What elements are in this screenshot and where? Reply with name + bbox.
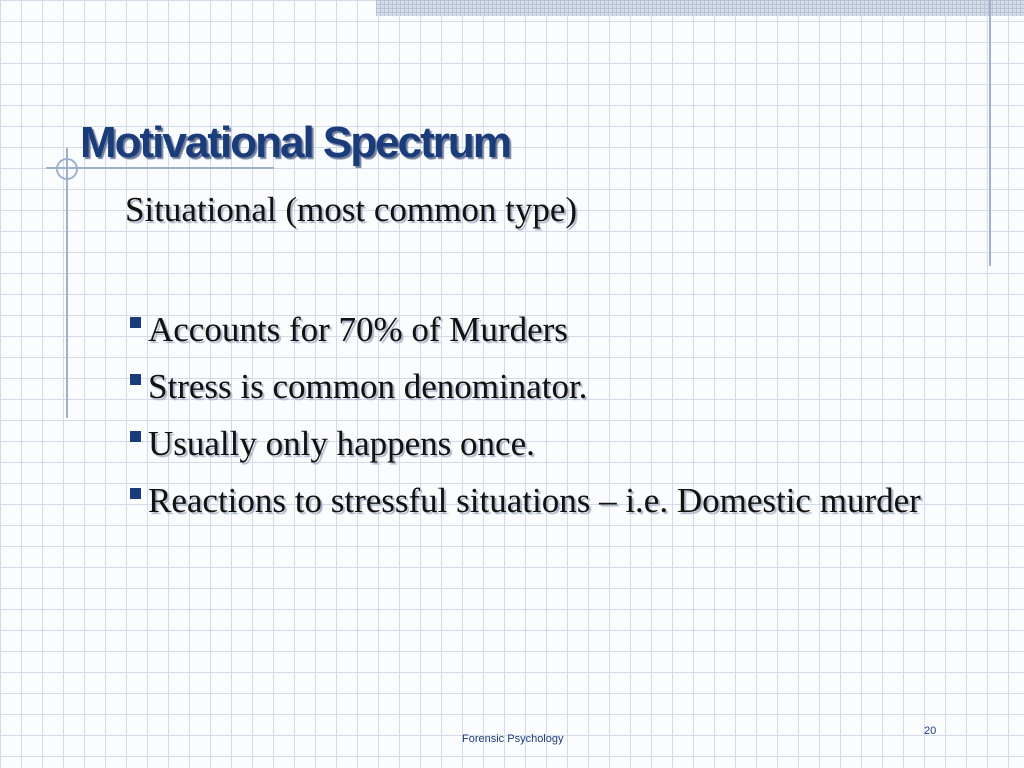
left-decorative-line	[66, 148, 68, 418]
bullet-list	[130, 306, 955, 534]
bullet-item	[130, 420, 955, 468]
slide-title: Motivational Spectrum	[80, 118, 510, 167]
bullet-text: Accounts for 70% of Murders	[148, 310, 568, 349]
square-bullet-icon	[130, 317, 141, 328]
slide-footer: Forensic Psychology	[462, 733, 564, 745]
bullet-item	[130, 363, 955, 411]
slide-page-number: 20	[924, 725, 937, 737]
decorative-circle	[56, 158, 78, 180]
bullet-text: Reactions to stressful situations – i.e. Domestic murder	[148, 481, 921, 520]
bullet-item	[130, 477, 955, 525]
square-bullet-icon	[130, 374, 141, 385]
bullet-text: Stress is common denominator.	[148, 367, 588, 406]
bullet-item	[130, 306, 955, 354]
right-decorative-line	[989, 0, 991, 266]
top-pattern-band	[376, 0, 1024, 16]
slide-subtitle: Situational (most common type)	[125, 190, 578, 229]
square-bullet-icon	[130, 488, 141, 499]
bullet-text: Usually only happens once.	[148, 424, 535, 463]
square-bullet-icon	[130, 431, 141, 442]
